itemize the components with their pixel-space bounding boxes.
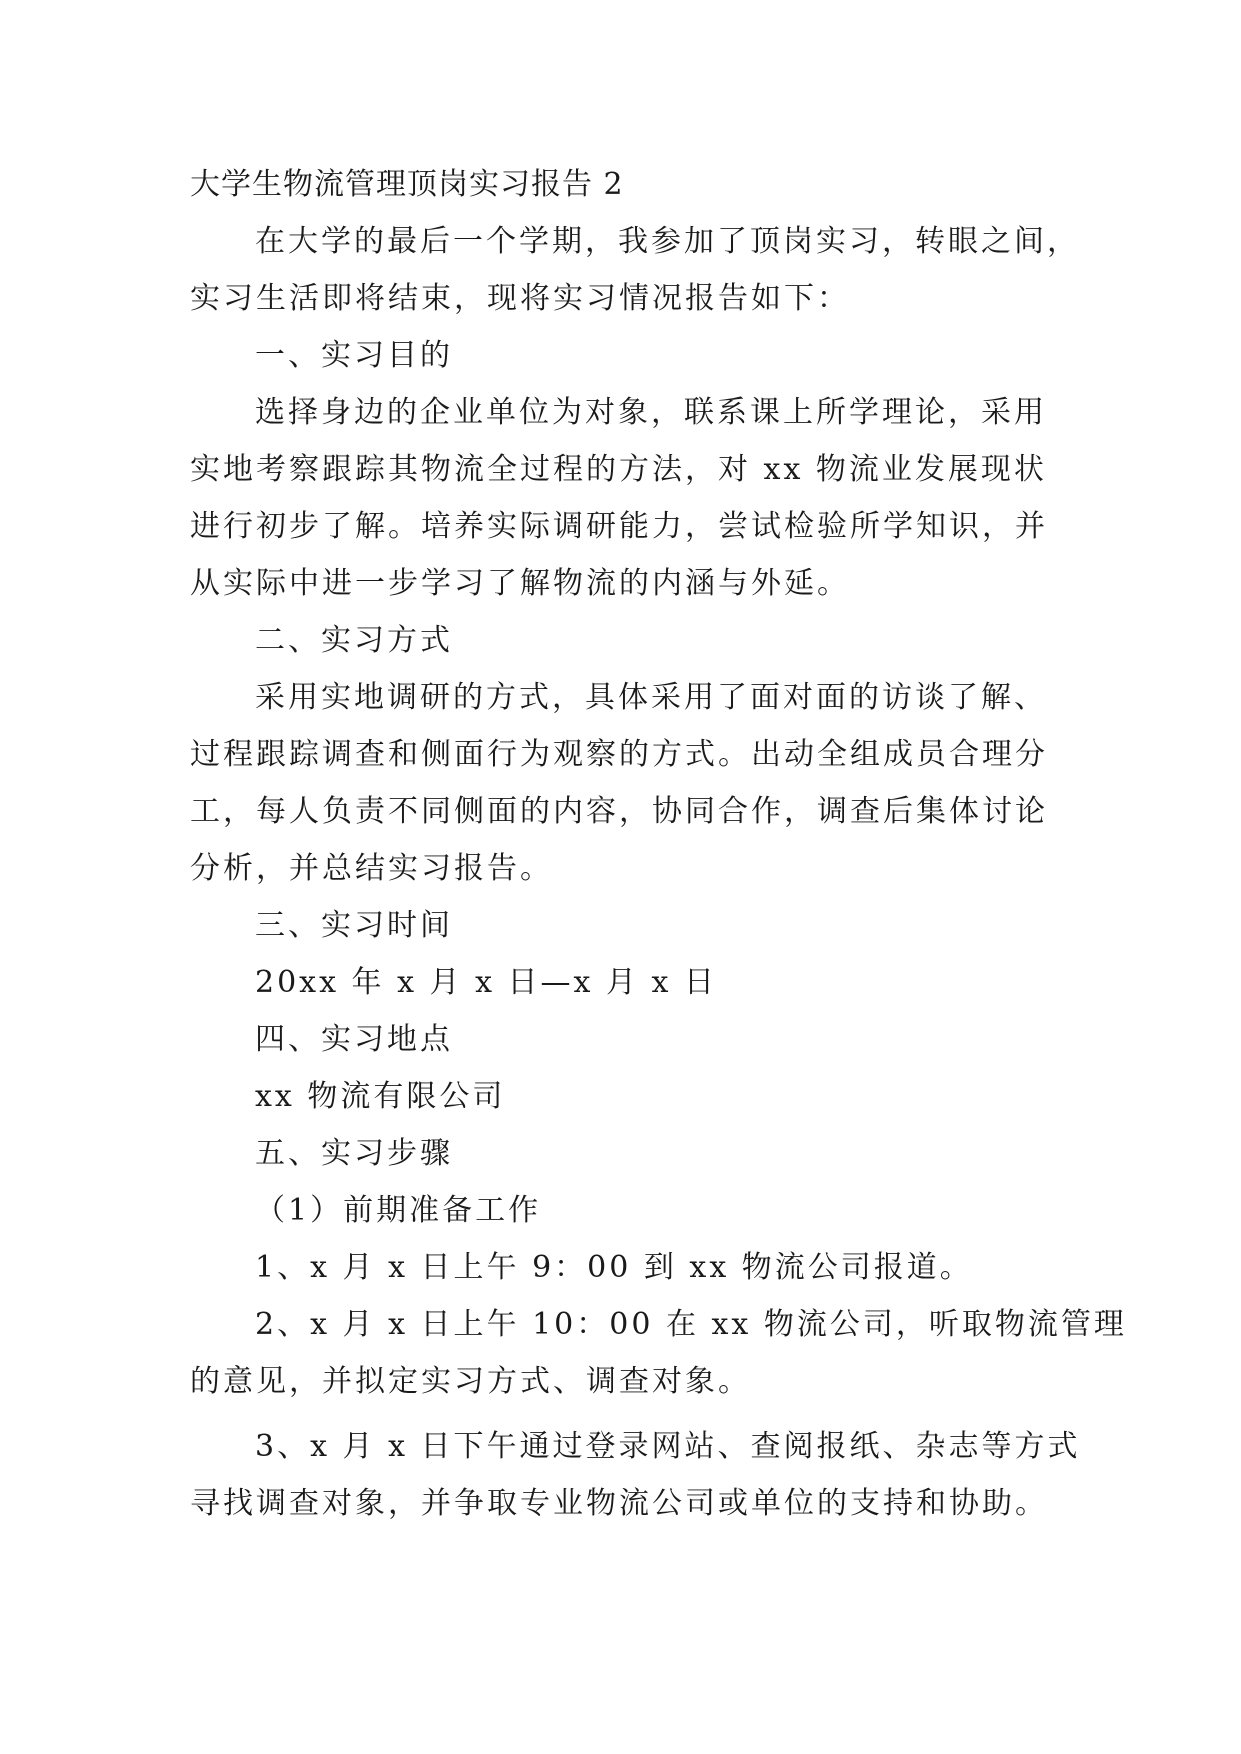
subsection-heading: （1）前期准备工作 bbox=[255, 1193, 542, 1228]
step-item: 3、x 月 x 日下午通过登录网站、查阅报纸、杂志等方式 bbox=[255, 1429, 1081, 1464]
paragraph-line: 从实际中进一步学习了解物流的内涵与外延。 bbox=[190, 566, 850, 601]
section-heading: 一、实习目的 bbox=[255, 338, 453, 373]
paragraph-line: 分析，并总结实习报告。 bbox=[190, 851, 553, 886]
paragraph-line: 采用实地调研的方式，具体采用了面对面的访谈了解、 bbox=[255, 680, 1047, 715]
paragraph-line: 实习生活即将结束，现将实习情况报告如下： bbox=[190, 281, 850, 316]
step-item: 1、x 月 x 日上午 9：00 到 xx 物流公司报道。 bbox=[255, 1250, 973, 1285]
step-item: 2、x 月 x 日上午 10：00 在 xx 物流公司，听取物流管理 bbox=[255, 1307, 1127, 1342]
paragraph-line: 选择身边的企业单位为对象，联系课上所学理论，采用 bbox=[255, 395, 1047, 430]
paragraph-line: 过程跟踪调查和侧面行为观察的方式。出动全组成员合理分 bbox=[190, 737, 1048, 772]
paragraph-line: 的意见，并拟定实习方式、调查对象。 bbox=[190, 1364, 751, 1399]
internship-date: 20xx 年 x 月 x 日—x 月 x 日 bbox=[255, 965, 717, 1000]
paragraph-line: 进行初步了解。培养实际调研能力，尝试检验所学知识，并 bbox=[190, 509, 1048, 544]
internship-location: xx 物流有限公司 bbox=[255, 1079, 506, 1114]
section-heading: 五、实习步骤 bbox=[255, 1136, 453, 1171]
paragraph-line: 在大学的最后一个学期，我参加了顶岗实习，转眼之间， bbox=[255, 224, 1080, 259]
paragraph-line: 寻找调查对象，并争取专业物流公司或单位的支持和协助。 bbox=[190, 1486, 1048, 1521]
paragraph-line: 工，每人负责不同侧面的内容，协同合作，调查后集体讨论 bbox=[190, 794, 1048, 829]
paragraph-line: 实地考察跟踪其物流全过程的方法，对 xx 物流业发展现状 bbox=[190, 452, 1047, 487]
document-title: 大学生物流管理顶岗实习报告 2 bbox=[190, 167, 624, 202]
section-heading: 四、实习地点 bbox=[255, 1022, 453, 1057]
section-heading: 二、实习方式 bbox=[255, 623, 453, 658]
section-heading: 三、实习时间 bbox=[255, 908, 453, 943]
